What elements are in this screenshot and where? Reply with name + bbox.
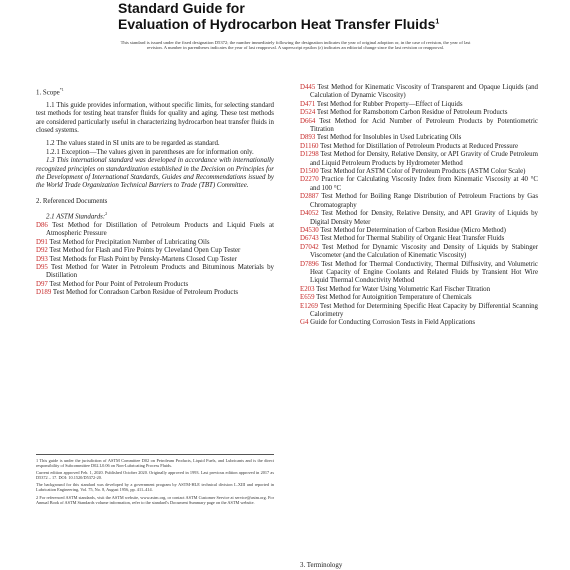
reference-item <box>36 289 274 297</box>
reference-code-link[interactable]: E1269 <box>300 302 318 310</box>
reference-code-link[interactable]: D7042 <box>300 243 319 251</box>
paragraph-1-3: 1.3 This international standard was developed in accordance with internationally recognized principles on standardization established in the Decision on Principles for the Development of International Standards, Guides and Recommendations issued by the World Trade Organization Technical Barriers to Trade (TBT) Committee. <box>36 157 274 190</box>
reference-title: Test Method for Determination of Carbon Residue (Micro Method) <box>318 226 506 234</box>
reference-title: Test Method for Acid Number of Petroleum Products by Potentiometric Titration <box>310 117 538 134</box>
reference-code-link[interactable]: D2887 <box>300 193 319 201</box>
scope-heading-text: 1. Scope <box>36 89 60 97</box>
reference-code-link[interactable]: D445 <box>300 84 316 91</box>
reference-code-link[interactable]: D664 <box>300 117 316 125</box>
reference-code-link[interactable]: D92 <box>36 247 48 255</box>
reference-item <box>300 286 538 294</box>
reference-code-link[interactable]: D893 <box>300 134 316 142</box>
reference-code-link[interactable]: D6743 <box>300 235 319 243</box>
reference-code-link[interactable]: D97 <box>36 280 48 288</box>
reference-title: Test Method for Boiling Range Distribution of Petroleum Fractions by Gas Chromatography <box>310 193 538 209</box>
reference-code-link[interactable]: D91 <box>36 238 48 246</box>
reference-title: Test Method for Pour Point of Petroleum Products <box>47 280 189 288</box>
reference-item <box>36 222 274 239</box>
reference-item <box>300 134 538 142</box>
reference-title: Test Method for Autoignition Temperature of Chemicals <box>314 294 472 302</box>
reference-title: Test Method for ASTM Color of Petroleum Products (ASTM Color Scale) <box>318 168 526 176</box>
reference-code-link[interactable]: D1298 <box>300 151 319 159</box>
reference-title: Guide for Conducting Corrosion Tests in Field Applications <box>308 319 476 327</box>
reference-code-link[interactable]: D93 <box>36 255 48 263</box>
footnote-2: 2 For referenced ASTM standards, visit the ASTM website, www.astm.org, or contact ASTM Customer Service at service@astm.org. For Annual Book of ASTM Standards volume information, refer to the standard's Document Summary page on the ASTM website. <box>36 494 274 505</box>
title-line-2 <box>118 16 538 32</box>
reference-code-link[interactable]: D7896 <box>300 260 319 268</box>
reference-item <box>36 256 274 264</box>
reference-code-link[interactable]: G4 <box>300 319 309 327</box>
title-line-2-text: Evaluation of Hydrocarbon Heat Transfer Fluids <box>118 16 436 32</box>
reference-item <box>36 239 274 247</box>
reference-title: Test Method for Thermal Stability of Organic Heat Transfer Fluids <box>318 235 505 243</box>
reference-item <box>300 210 538 227</box>
reference-title: Test Method for Distillation of Petroleum Products and Liquid Fuels at Atmospheric Pressure <box>46 221 274 238</box>
reference-title: Test Method for Dynamic Viscosity and Density of Liquids by Stabinger Viscometer (and the Calculation of Kinematic Viscosity) <box>310 243 538 260</box>
reference-code-link[interactable]: D1160 <box>300 142 319 150</box>
reference-title: Test Method for Thermal Conductivity, Thermal Diffusivity, and Volumetric Heat Capacity of Engine Coolants and Related Fluids by Transient Hot Wire Liquid Thermal Conductivity Method <box>310 260 538 285</box>
reference-title: Test Method for Kinematic Viscosity of Transparent and Opaque Liquids (and Calculation of Dynamic Viscosity) <box>310 84 538 100</box>
footnote-1-edition: Current edition approved Feb. 1, 2020. Published October 2020. Originally approved in 1993. Last previous edition approved in 2017 as D5372 – 17. DOI: 10.1520/D5372-20. <box>36 470 274 481</box>
right-column <box>300 84 538 328</box>
reference-item <box>300 303 538 320</box>
reference-item <box>300 151 538 168</box>
paragraph-1-1: 1.1 This guide provides information, without specific limits, for selecting standard test methods for testing heat transfer fluids for quality and aging. These test methods are considered particularly useful in characterizing hydrocarbon heat transfer fluids in closed systems. <box>36 101 274 134</box>
astm-standards-text: 2.1 ASTM Standards: <box>46 213 106 221</box>
reference-code-link[interactable]: D471 <box>300 100 316 108</box>
reference-item <box>300 294 538 302</box>
reference-item <box>300 227 538 235</box>
reference-title: Test Method for Density, Relative Density, or API Gravity of Crude Petroleum and Liquid Petroleum Products by Hydrometer Method <box>310 151 538 167</box>
right-reference-list <box>300 84 538 328</box>
reference-item <box>36 264 274 281</box>
reference-item <box>36 281 274 289</box>
left-column <box>36 84 274 298</box>
reference-code-link[interactable]: D2270 <box>300 176 319 184</box>
title-line-1: Standard Guide for <box>118 0 245 16</box>
reference-item <box>300 101 538 109</box>
reference-title: Test Method for Insolubles in Used Lubricating Oils <box>315 134 462 142</box>
reference-code-link[interactable]: D95 <box>36 263 48 271</box>
footnote-1: 1 This guide is under the jurisdiction of ASTM Committee D02 on Petroleum Products, Liquid Fuels, and Lubricants and is the direct responsibility of Subcommittee D02.L0.06 on Non-Lubricating Process Fluids. <box>36 458 274 469</box>
reference-title: Practice for Calculating Viscosity Index from Kinematic Viscosity at 40 °C and 100 °C <box>310 176 538 192</box>
reference-title: Test Methods for Flash Point by Pensky-Martens Closed Cup Tester <box>47 255 237 263</box>
referenced-documents-heading: 2. Referenced Documents <box>36 197 108 205</box>
terminology-heading: 3. Terminology <box>300 562 343 569</box>
reference-code-link[interactable]: E659 <box>300 294 315 302</box>
reference-title: Test Method for Precipitation Number of Lubricating Oils <box>47 238 210 246</box>
reference-item <box>300 261 538 286</box>
reference-code-link[interactable]: D4052 <box>300 210 319 218</box>
spacer <box>36 191 274 196</box>
reference-code-link[interactable]: D86 <box>36 221 48 229</box>
title-footnote-mark: 1 <box>435 18 440 26</box>
reference-title: Test Method for Ramsbottom Carbon Residue of Petroleum Products <box>315 109 508 117</box>
paragraph-1-2: 1.2 The values stated in SI units are to be regarded as standard. <box>46 140 220 148</box>
left-reference-list <box>36 222 274 298</box>
reference-item <box>300 176 538 193</box>
astm-footnote-mark: 2 <box>105 211 108 217</box>
reference-item <box>36 247 274 255</box>
paragraph-1-2-1: 1.2.1 Exception—The values given in parentheses are for information only. <box>46 148 254 156</box>
reference-item <box>300 109 538 117</box>
document-title <box>118 0 538 32</box>
reference-title: Test Method for Conradson Carbon Residue of Petroleum Products <box>51 289 239 297</box>
scope-footnote-mark: *1 <box>59 87 64 92</box>
footnotes <box>36 454 274 507</box>
reference-title: Test Method for Water Using Volumetric Karl Fischer Titration <box>314 285 491 293</box>
scope-heading <box>36 86 274 98</box>
designation-note: This standard is issued under the fixed designation D5372; the number immediately following the designation indicates the year of original adoption or, in the case of revision, the year of last revision. A number in parentheses indicates the year of last reapproval. A superscript epsilon (ε) indicates an editorial change since the last revision or reapproval. <box>120 40 471 51</box>
reference-item <box>300 168 538 176</box>
reference-code-link[interactable]: D4530 <box>300 226 319 234</box>
reference-item <box>300 235 538 243</box>
reference-item <box>300 118 538 135</box>
reference-item <box>300 193 538 210</box>
reference-item <box>300 319 538 327</box>
reference-code-link[interactable]: D189 <box>36 289 52 297</box>
astm-standards-heading <box>36 210 274 222</box>
reference-title: Test Method for Rubber Property—Effect of Liquids <box>315 100 463 108</box>
footnote-1-background: The background for this standard was developed by a government program by ASTM-HLE technical division L.XIII and reported in Lubrication Engineering, Vol. 75, No. 8, August 1956, pp. 411–414. <box>36 482 274 493</box>
reference-item <box>300 143 538 151</box>
reference-title: Test Method for Distillation of Petroleum Products at Reduced Pressure <box>318 142 519 150</box>
reference-code-link[interactable]: D1500 <box>300 168 319 176</box>
reference-title: Test Method for Water in Petroleum Products and Bituminous Materials by Distillation <box>46 263 274 280</box>
reference-item <box>300 244 538 261</box>
reference-title: Test Method for Density, Relative Density, and API Gravity of Liquids by Digital Density Meter <box>310 210 538 226</box>
reference-code-link[interactable]: D524 <box>300 109 316 117</box>
reference-title: Test Method for Determining Specific Heat Capacity by Differential Scanning Calorimetry <box>310 302 538 318</box>
reference-title: Test Method for Flash and Fire Points by Cleveland Open Cup Tester <box>47 247 241 255</box>
reference-item <box>300 84 538 101</box>
reference-code-link[interactable]: E203 <box>300 285 315 293</box>
